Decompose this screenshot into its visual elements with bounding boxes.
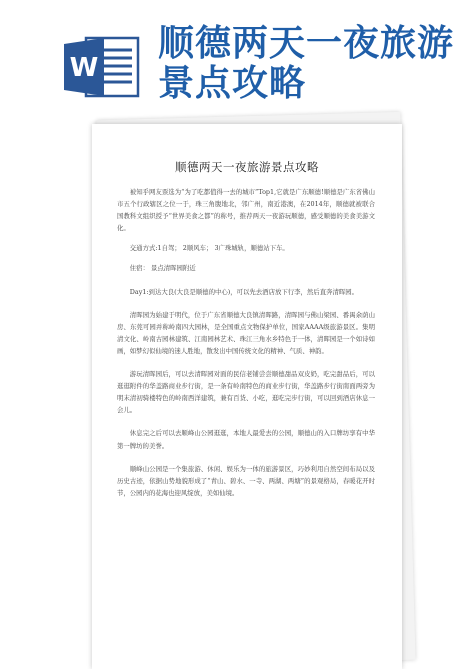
paragraph-qinghui-garden: 清晖园为始建于明代，位于广东省顺德大良镇清晖路，清晖园与佛山梁园、番禺余荫山房、东莞可园并称岭南四大园林，是全国重点文物保护单位，国家AAAA级旅游景区。集明清文化、岭南古园林建筑、江南园林艺术、珠江三角水乡特色于一体，清晖园是一个如诗如画，如梦幻似仙境的迷人胜地，散发出中国传统文化的精神、气质、神韵。 xyxy=(117,310,375,355)
svg-text:W: W xyxy=(69,53,99,83)
paragraph-park-description: 顺峰山公园是一个集旅游、休闲、娱乐为一体的旅游景区，巧妙利用自然空间布局以及历史古迹，依据山势地貌形成了“青山、碧水、一寺、两湖、两塘”的景观格局，春暖花开时节，公园内的花海也迎风绽放，美如仙境。 xyxy=(117,464,375,497)
document-page xyxy=(92,124,402,669)
page-title-line-2: 景点攻略 xyxy=(158,63,307,104)
document-body xyxy=(117,186,375,499)
paragraph-after-garden: 游玩清晖园后，可以去清晖园对面的民信老铺尝尝顺德甜品双皮奶，吃完甜品后，可以逛逛附件的华盖路商业步行街，是一条有岭南特色的商业步行街，华盖路步行街南面两旁为明末清初骑楼特色的岭南西洋建筑，兼有百货、小吃，逛吃完步行街，可以回到酒店休息一会儿。 xyxy=(117,370,375,415)
word-document-icon xyxy=(64,36,142,98)
paragraph-lodging: 住宿： 景点清晖园附近 xyxy=(129,264,196,273)
document-title: 顺德两天一夜旅游景点攻略 xyxy=(175,160,319,174)
paragraph-shunfeng-park: 休息完之后可以去顺峰山公园逛逛，本地人最爱去的公园，顺德山的入口牌坊享有中华第一牌坊的美誉。 xyxy=(117,429,375,450)
paragraph-day1: Day1:到达大良(大良是顺德的中心)，可以先去酒店放下行李，然后直奔清晖园。 xyxy=(129,287,359,296)
page-title-line-1: 顺德两天一夜旅游 xyxy=(158,23,455,64)
page-header xyxy=(0,0,474,120)
paragraph-transport: 交通方式:1自驾； 2顺风车； 3广珠城轨，顺德站下车。 xyxy=(129,244,289,253)
paragraph-intro: 被知乎网友票选为“为了吃都值得一去的城市”Top1,它就是广东顺德!顺德是广东省佛山市五个行政辖区之位一于，珠三角腹地北，邻广州，南近港澳，在2014年，顺德就被联合国教科文组织授予“世界美食之都”的称号，推荐两天一夜游玩顺德，感受顺德的美食美游文化。 xyxy=(117,188,375,233)
